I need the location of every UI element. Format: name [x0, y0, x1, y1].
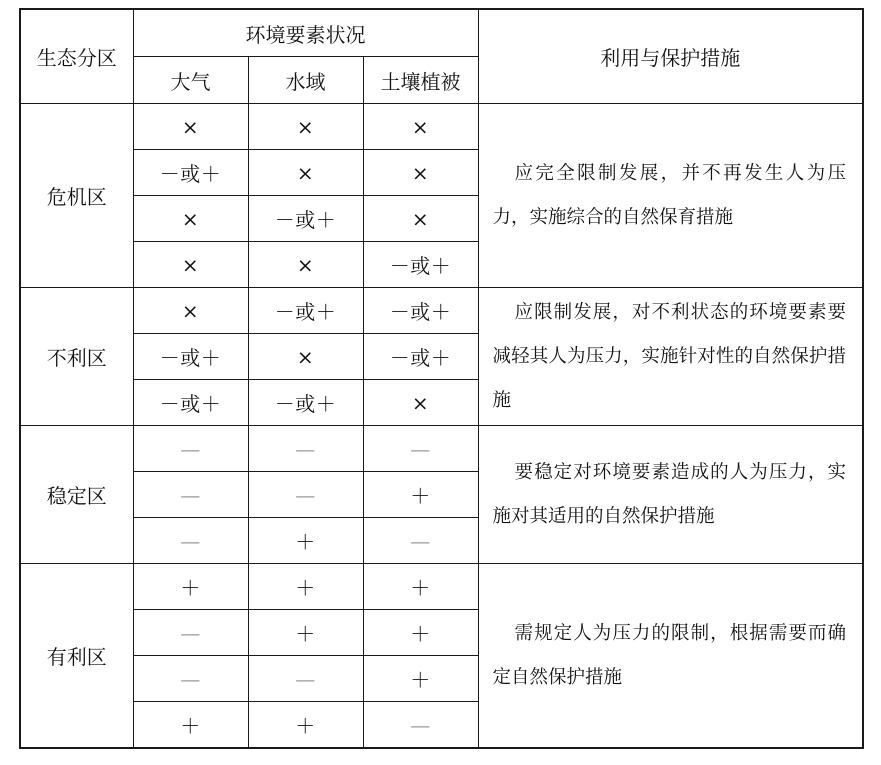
- table-cell: —: [363, 518, 478, 564]
- zone-measure: 应限制发展，对不利状态的环境要素要减轻其人为压力，实施针对性的自然保护措施: [478, 288, 863, 426]
- table-cell: ×: [248, 150, 363, 196]
- header-water: 水域: [248, 57, 363, 104]
- zone-measure: 要稳定对环境要素造成的人为压力，实施对其适用的自然保护措施: [478, 426, 863, 564]
- table-cell: ×: [133, 104, 248, 150]
- table-cell: ＋: [363, 472, 478, 518]
- table-cell: —: [133, 518, 248, 564]
- zone-name: 有利区: [20, 564, 133, 749]
- header-environment: 环境要素状况: [133, 9, 478, 57]
- zone-name: 不利区: [20, 288, 133, 426]
- table-cell: ×: [133, 288, 248, 334]
- zone-measure: 需规定人为压力的限制，根据需要而确定自然保护措施: [478, 564, 863, 749]
- table-cell: －或＋: [363, 288, 478, 334]
- table-cell: －或＋: [133, 334, 248, 380]
- table-cell: ＋: [248, 564, 363, 610]
- table-cell: —: [363, 702, 478, 749]
- table-cell: －或＋: [133, 150, 248, 196]
- zone-name: 稳定区: [20, 426, 133, 564]
- table-cell: ＋: [133, 564, 248, 610]
- table-cell: —: [248, 426, 363, 472]
- table-cell: －或＋: [133, 380, 248, 426]
- table-cell: —: [133, 610, 248, 656]
- table-cell: ＋: [248, 702, 363, 749]
- table-cell: －或＋: [248, 380, 363, 426]
- zone-name: 危机区: [20, 104, 133, 288]
- table-cell: ×: [363, 150, 478, 196]
- table-cell: ＋: [363, 656, 478, 702]
- table-cell: —: [248, 656, 363, 702]
- table-cell: —: [133, 472, 248, 518]
- ecological-zone-table-wrapper: [19, 8, 864, 749]
- table-cell: ＋: [248, 610, 363, 656]
- table-cell: ＋: [248, 518, 363, 564]
- table-cell: —: [133, 426, 248, 472]
- table-cell: ×: [363, 380, 478, 426]
- header-soil-vegetation: 土壤植被: [363, 57, 478, 104]
- table-cell: －或＋: [363, 334, 478, 380]
- table-cell: ×: [133, 242, 248, 288]
- ecological-zone-table: [19, 8, 864, 749]
- table-cell: ＋: [133, 702, 248, 749]
- zone-measure: 应完全限制发展，并不再发生人为压力，实施综合的自然保育措施: [478, 104, 863, 288]
- table-cell: －或＋: [248, 288, 363, 334]
- table-cell: ＋: [363, 610, 478, 656]
- table-cell: －或＋: [248, 196, 363, 242]
- table-cell: ×: [133, 196, 248, 242]
- table-cell: ×: [248, 104, 363, 150]
- header-air: 大气: [133, 57, 248, 104]
- table-cell: —: [363, 426, 478, 472]
- table-cell: ×: [248, 334, 363, 380]
- table-cell: ×: [363, 196, 478, 242]
- table-cell: －或＋: [363, 242, 478, 288]
- table-cell: —: [133, 656, 248, 702]
- table-cell: ＋: [363, 564, 478, 610]
- header-zone: 生态分区: [20, 9, 133, 104]
- table-cell: —: [248, 472, 363, 518]
- table-cell: ×: [248, 242, 363, 288]
- table-cell: ×: [363, 104, 478, 150]
- header-measures: 利用与保护措施: [478, 9, 863, 104]
